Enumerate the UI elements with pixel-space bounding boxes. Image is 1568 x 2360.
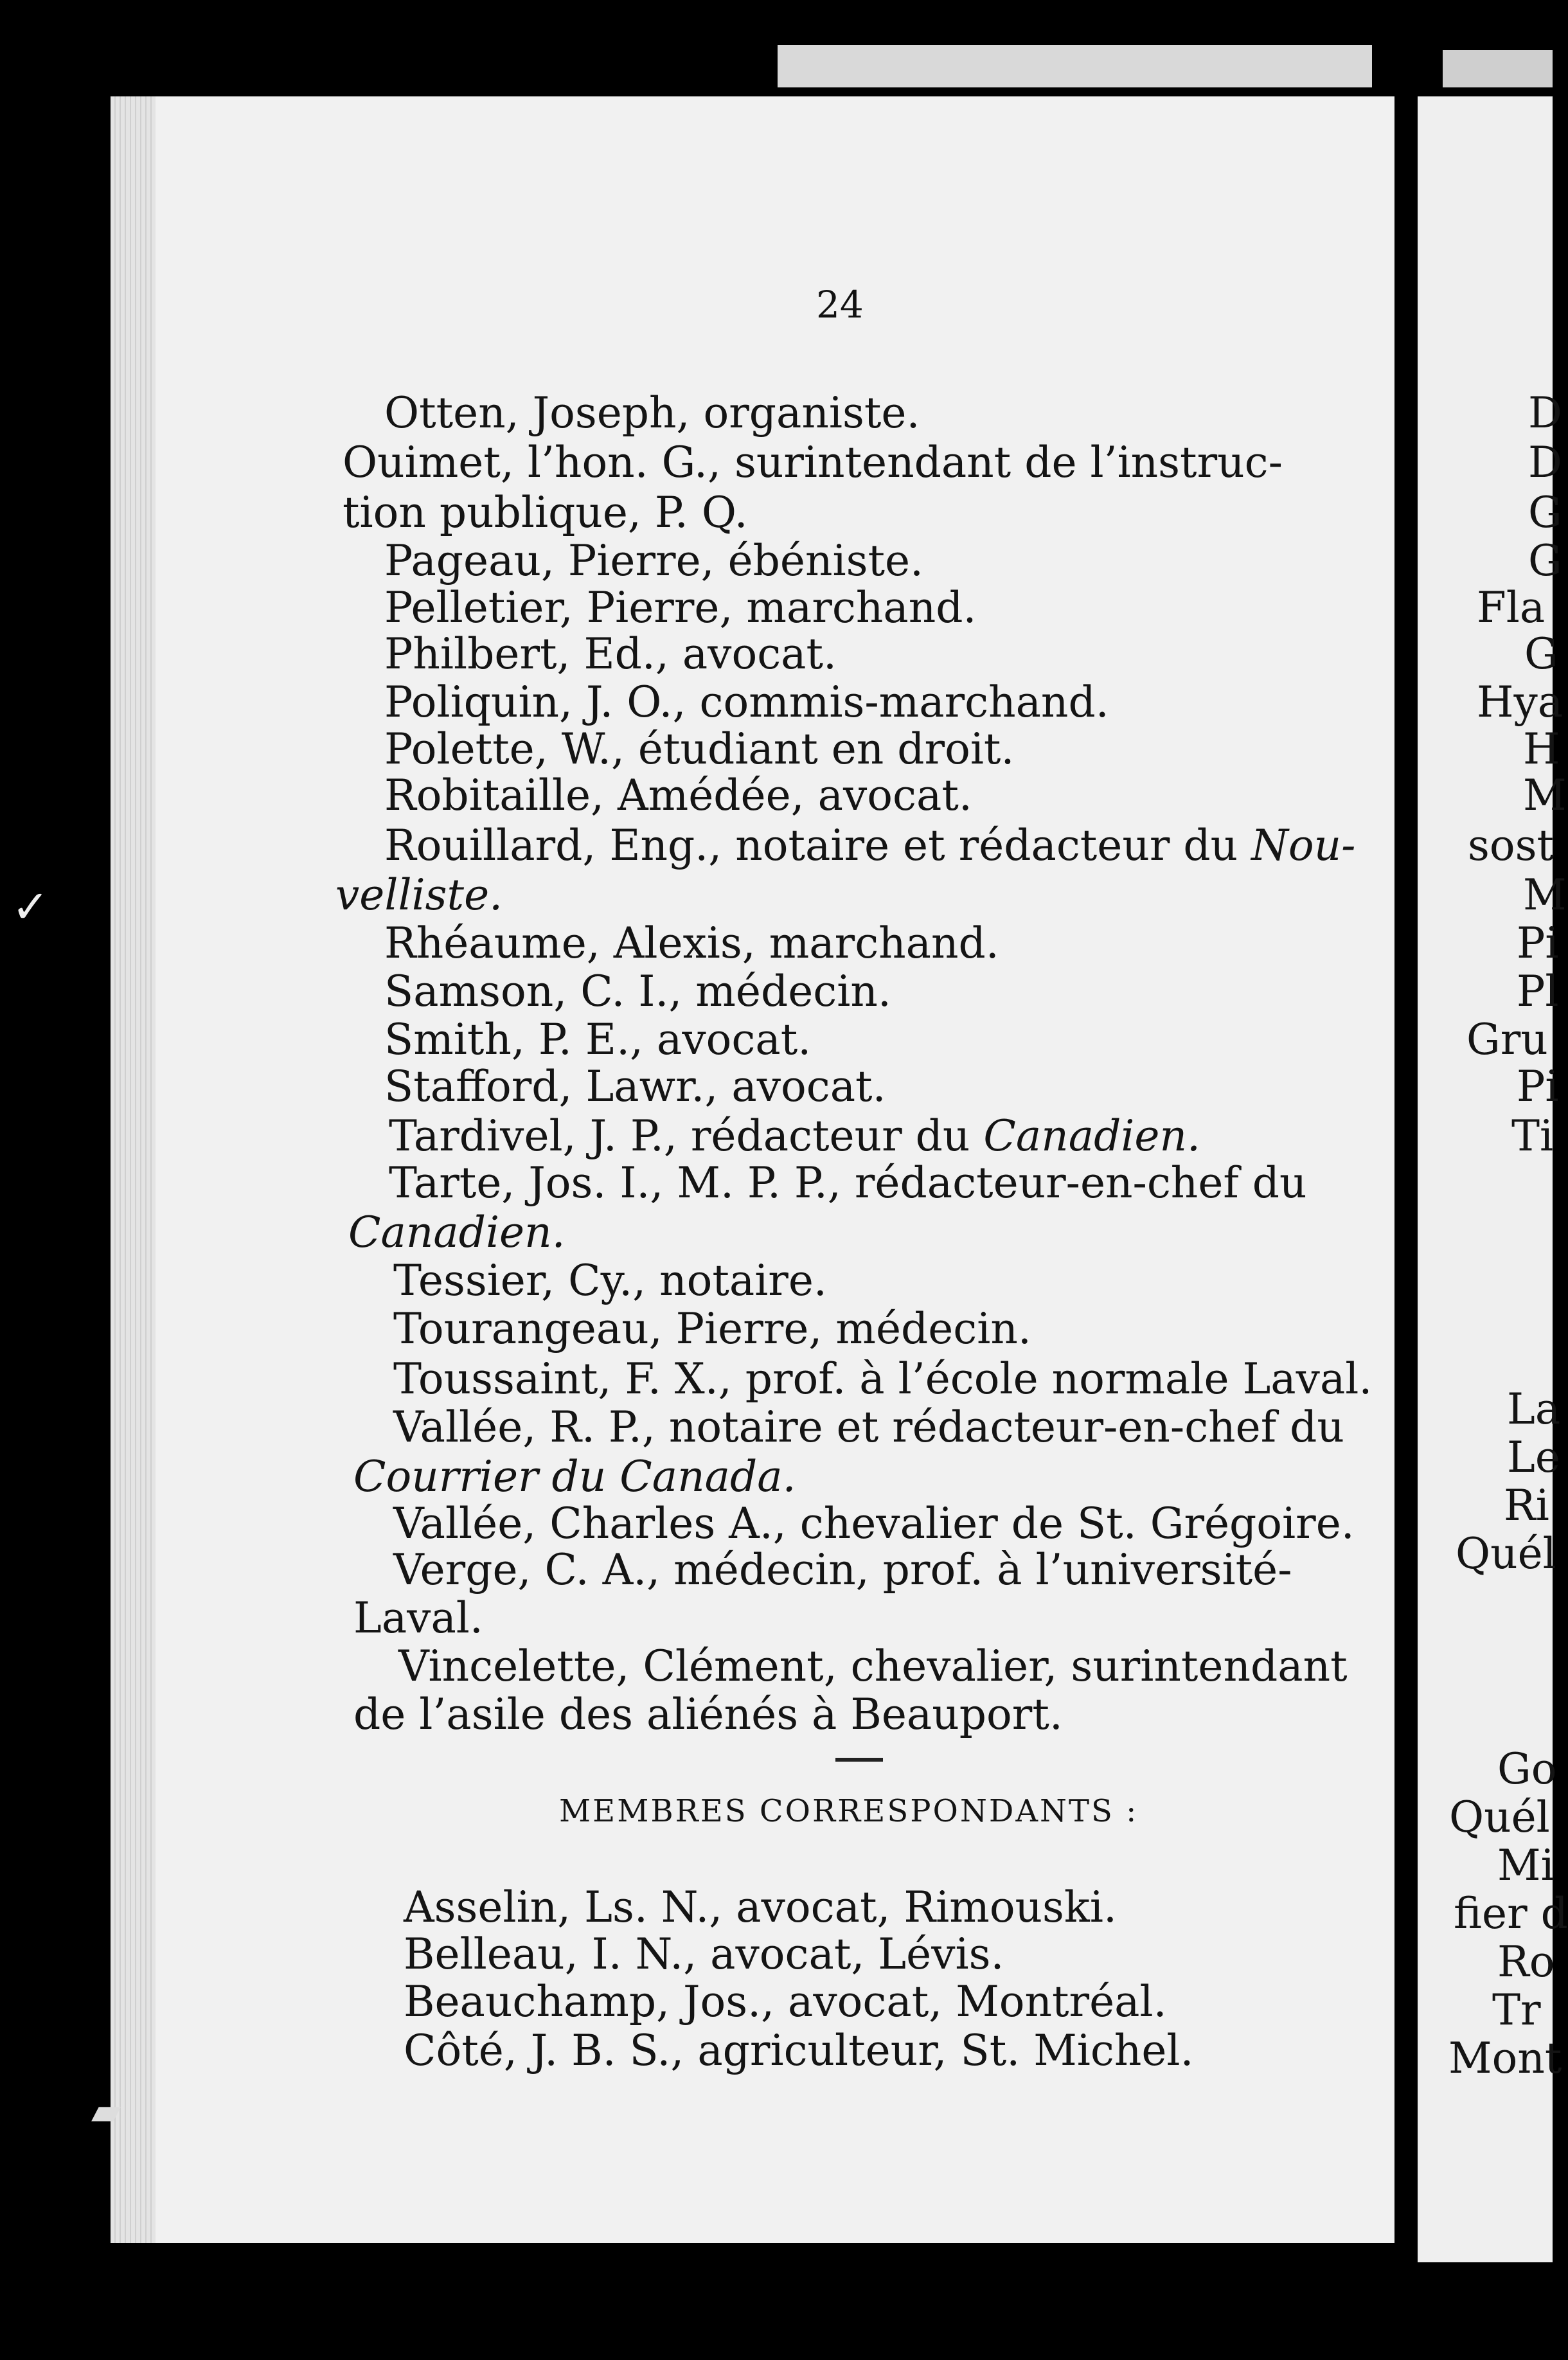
right-page-fragment: Pi — [1517, 1062, 1559, 1111]
entry-italic-text: Canadien. — [348, 1208, 566, 1257]
entry-text: Tarte, Jos. I., M. P. P., rédacteur-en-chef du — [389, 1158, 1307, 1208]
entry-text: tion publique, P. Q. — [343, 488, 748, 537]
entry-8 — [384, 771, 972, 820]
entry-12 — [384, 967, 891, 1016]
right-page-fragment: D — [1528, 438, 1562, 487]
corresponding-entry-text: Belleau, I. N., avocat, Lévis. — [404, 1929, 1004, 1979]
right-page-fragment: Hya — [1477, 677, 1564, 727]
corresponding-entry-1 — [404, 1929, 1004, 1979]
right-page-fragment: Pl — [1517, 967, 1559, 1016]
entry-1 — [343, 438, 1283, 487]
right-page-fragment: sost — [1468, 821, 1554, 870]
entry-text: Ouimet, l’hon. G., surintendant de l’instruc- — [343, 438, 1283, 487]
right-page-fragment: Ro — [1497, 1937, 1555, 1987]
top-edge-strip — [778, 45, 1372, 87]
entry-text: Tessier, Cy., notaire. — [393, 1256, 827, 1305]
entry-text: Philbert, Ed., avocat. — [384, 629, 837, 679]
right-page-fragment: fier d — [1454, 1889, 1568, 1938]
entry-16 — [389, 1158, 1307, 1208]
corresponding-entry-3 — [404, 2026, 1194, 2075]
entry-25 — [353, 1593, 483, 1643]
entry-22 — [353, 1452, 796, 1501]
entry-text: Laval. — [353, 1593, 483, 1643]
page-edges — [111, 96, 156, 2243]
right-page-fragment: M — [1523, 771, 1567, 820]
separator-rule — [835, 1758, 883, 1762]
right-page-fragment: Tr — [1492, 1985, 1541, 2035]
book-gutter — [1394, 90, 1418, 2262]
right-page-fragment: H — [1523, 724, 1560, 774]
entry-3 — [384, 536, 924, 586]
page-number: 24 — [816, 283, 864, 326]
entry-text: Rhéaume, Alexis, marchand. — [384, 918, 999, 968]
entry-10 — [335, 870, 503, 920]
right-page-fragment: Pi — [1517, 918, 1559, 968]
right-page-fragment: G — [1528, 536, 1562, 586]
entry-9 — [384, 821, 1356, 870]
entry-17 — [348, 1208, 566, 1257]
entry-7 — [384, 724, 1015, 774]
entry-26 — [398, 1641, 1348, 1691]
entry-text: Toussaint, F. X., prof. à l’école normale Laval. — [393, 1354, 1373, 1404]
top-edge-strip-right — [1443, 50, 1553, 87]
entry-text: Verge, C. A., médecin, prof. à l’université- — [393, 1545, 1292, 1595]
right-page-fragment: G — [1528, 488, 1562, 537]
entry-text: Vincelette, Clément, chevalier, surintendant — [398, 1641, 1348, 1691]
entry-18 — [393, 1256, 827, 1305]
corresponding-entry-text: Beauchamp, Jos., avocat, Montréal. — [404, 1977, 1167, 2026]
right-page-fragment: Ri — [1504, 1481, 1549, 1530]
right-page-fragment: Fla — [1477, 583, 1546, 632]
entry-2 — [343, 488, 748, 537]
entry-text: Tourangeau, Pierre, médecin. — [393, 1304, 1031, 1354]
entry-text: Vallée, R. P., notaire et rédacteur-en-chef du — [393, 1402, 1344, 1452]
entry-text: Stafford, Lawr., avocat. — [384, 1062, 886, 1111]
entry-11 — [384, 918, 999, 968]
right-page-fragment: D — [1528, 388, 1562, 438]
right-page-fragment: Quél — [1449, 1792, 1550, 1842]
entry-text: Samson, C. I., médecin. — [384, 967, 891, 1016]
entry-italic-text: Courrier du Canada. — [353, 1452, 796, 1501]
entry-text: Robitaille, Amédée, avocat. — [384, 771, 972, 820]
right-page-fragment: Mont — [1448, 2034, 1562, 2083]
entry-italic-text: Nou- — [1251, 821, 1356, 870]
entry-14 — [384, 1062, 886, 1111]
entry-italic-text: Canadien. — [983, 1111, 1200, 1161]
corresponding-entry-text: Asselin, Ls. N., avocat, Rimouski. — [404, 1882, 1118, 1932]
entry-text: de l’asile des aliénés à Beauport. — [353, 1690, 1063, 1739]
entry-20 — [393, 1354, 1373, 1404]
corresponding-entry-text: Côté, J. B. S., agriculteur, St. Michel. — [404, 2026, 1194, 2075]
entry-19 — [393, 1304, 1031, 1354]
right-page-fragment: Mi — [1497, 1841, 1555, 1890]
entry-27 — [353, 1690, 1063, 1739]
entry-21 — [393, 1402, 1344, 1452]
entry-text: Pelletier, Pierre, marchand. — [384, 583, 977, 632]
entry-5 — [384, 629, 837, 679]
section-heading: MEMBRES CORRESPONDANTS : — [559, 1793, 1139, 1829]
margin-checkmark: ✓ — [12, 881, 49, 933]
entry-4 — [384, 583, 977, 632]
entry-24 — [393, 1545, 1292, 1595]
margin-smudge: ▰ — [91, 2089, 121, 2134]
entry-text: Polette, W., étudiant en droit. — [384, 724, 1015, 774]
right-page-fragment: La — [1507, 1384, 1561, 1434]
entry-italic-text: velliste. — [335, 870, 503, 920]
corresponding-entry-2 — [404, 1977, 1167, 2026]
entry-text: Vallée, Charles A., chevalier de St. Grégoire. — [393, 1499, 1355, 1548]
entry-text: Smith, P. E., avocat. — [384, 1015, 812, 1064]
right-page-fragment: Go — [1497, 1744, 1557, 1794]
right-page-fragment: Gru — [1466, 1015, 1548, 1064]
right-page-fragment: Le — [1507, 1433, 1560, 1482]
entry-text: Tardivel, J. P., rédacteur du — [389, 1111, 984, 1161]
entry-23 — [393, 1499, 1355, 1548]
entry-6 — [384, 677, 1109, 727]
right-page-fragment: Quél — [1456, 1529, 1556, 1578]
right-page-fragment: Ti — [1511, 1111, 1554, 1161]
entry-15 — [389, 1111, 1200, 1161]
entry-0 — [384, 388, 920, 438]
right-page-fragment: G — [1524, 629, 1558, 679]
entry-13 — [384, 1015, 812, 1064]
entry-text: Pageau, Pierre, ébéniste. — [384, 536, 924, 586]
right-page-fragment: M — [1523, 870, 1567, 920]
entry-text: Otten, Joseph, organiste. — [384, 388, 920, 438]
entry-text: Poliquin, J. O., commis-marchand. — [384, 677, 1109, 727]
corresponding-entry-0 — [404, 1882, 1118, 1932]
entry-text: Rouillard, Eng., notaire et rédacteur du — [384, 821, 1252, 870]
